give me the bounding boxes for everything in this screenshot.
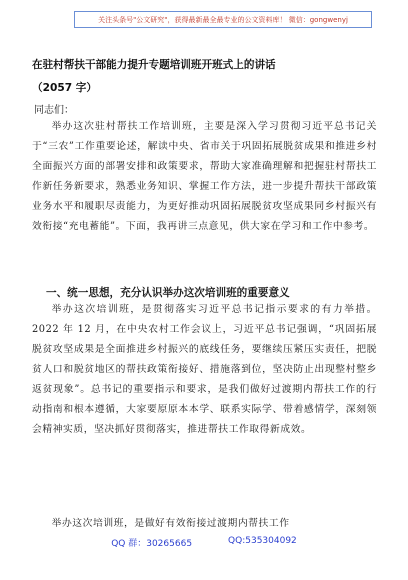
paragraph-3	[32, 514, 377, 534]
word-count: （2057 字）	[32, 82, 97, 94]
section-heading-1: 一、统一思想，充分认识举办这次培训班的重要意义	[46, 287, 290, 299]
page-footer	[0, 536, 408, 549]
footer-qq-group: QQ 群：30265665	[111, 539, 193, 549]
paragraph-2	[32, 300, 377, 508]
header-banner-text: 关注头条号"公文研究"，获得最新最全最专业的公文资料库！ 微信：gongwenyj	[98, 15, 348, 24]
salutation: 同志们：	[34, 105, 74, 116]
footer-qq: QQ:535304092	[228, 536, 297, 546]
header-banner	[74, 11, 372, 28]
paragraph-2-text: 举办这次培训班，是贯彻落实习近平总书记指示要求的有力举措。2022 年 12 月，在中央农村工作会议上，习近平总书记强调，“巩固拓展脱贫攻坚成果是全面推进乡村振兴的底线任务，要继续压紧压实责任，把脱贫人口和脱贫地区的帮扶政策衔接好、措施落到位，坚决防止出现整村整乡返贫现象”。总书记的重要指示和要求，是我们做好过渡期内帮扶工作的行动指南和根本遵循，大家要原原本本学、联系实际学、带着感情学，深刻领会精神实质，坚决抓好贯彻落实，推进帮扶工作取得新成效。	[32, 304, 377, 435]
document-title: 在驻村帮扶干部能力提升专题培训班开班式上的讲话	[32, 59, 276, 71]
paragraph-1-text: 举办这次驻村帮扶工作培训班，主要是深入学习贯彻习近平总书记关于“三农”工作重要论述，解读中央、省市关于巩固拓展脱贫成果和推进乡村全面振兴方面的部署安排和政策要求，帮助大家准确理解和把握驻村帮扶工作新任务新要求，熟悉业务知识、掌握工作方法，进一步提升帮扶干部政策业务水平和履职尽责能力，为更好推动巩固拓展脱贫攻坚成果同乡村振兴有效衔接“充电蓄能”。下面，我再讲三点意见，供大家在学习和工作中参考。	[32, 121, 377, 232]
paragraph-1	[32, 117, 377, 279]
paragraph-3-text: 举办这次培训班，是做好有效衔接过渡期内帮扶工作	[51, 518, 290, 529]
